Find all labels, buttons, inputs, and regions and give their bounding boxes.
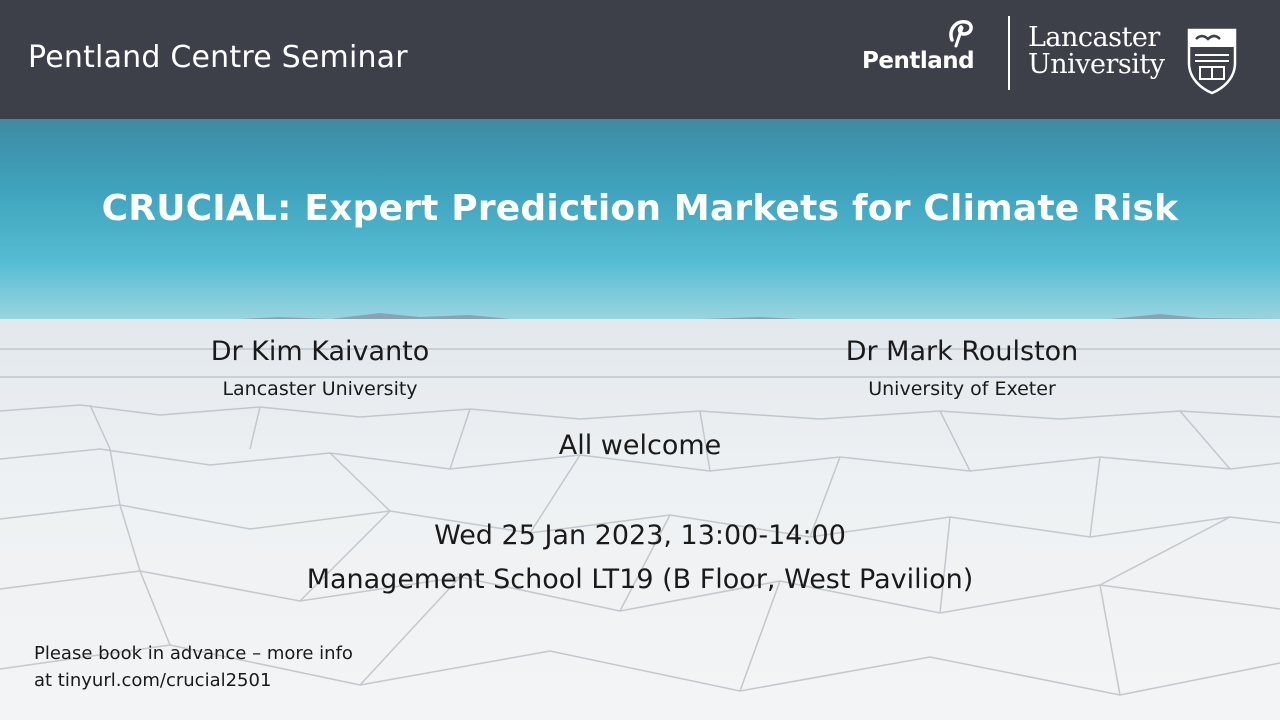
header-bar bbox=[0, 0, 1280, 119]
pentland-logo bbox=[862, 16, 975, 86]
speaker-1-name: Dr Kim Kaivanto bbox=[210, 336, 430, 367]
pentland-mark-icon bbox=[942, 16, 976, 52]
booking-info bbox=[34, 640, 353, 694]
speaker-1-institution: Lancaster University bbox=[222, 378, 418, 400]
event-datetime: Wed 25 Jan 2023, 13:00-14:00 bbox=[434, 520, 846, 551]
seminar-series-title: Pentland Centre Seminar bbox=[28, 40, 408, 75]
booking-line-2: at tinyurl.com/crucial2501 bbox=[34, 670, 272, 691]
event-location: Management School LT19 (B Floor, West Pavilion) bbox=[306, 564, 974, 595]
booking-line-1: Please book in advance – more info bbox=[34, 643, 353, 664]
speaker-2-institution: University of Exeter bbox=[868, 378, 1056, 400]
university-crest-icon bbox=[1186, 27, 1238, 95]
lancaster-logo-line1: Lancaster bbox=[1028, 22, 1160, 53]
speaker-2-name: Dr Mark Roulston bbox=[845, 336, 1079, 367]
logo-divider bbox=[1008, 16, 1010, 90]
talk-title: CRUCIAL: Expert Prediction Markets for Climate Risk bbox=[101, 188, 1179, 229]
lancaster-logo-line2: University bbox=[1028, 49, 1165, 80]
pentland-logo-text: Pentland bbox=[862, 48, 975, 74]
lancaster-university-logo bbox=[1028, 24, 1165, 78]
all-welcome-text: All welcome bbox=[558, 430, 722, 461]
